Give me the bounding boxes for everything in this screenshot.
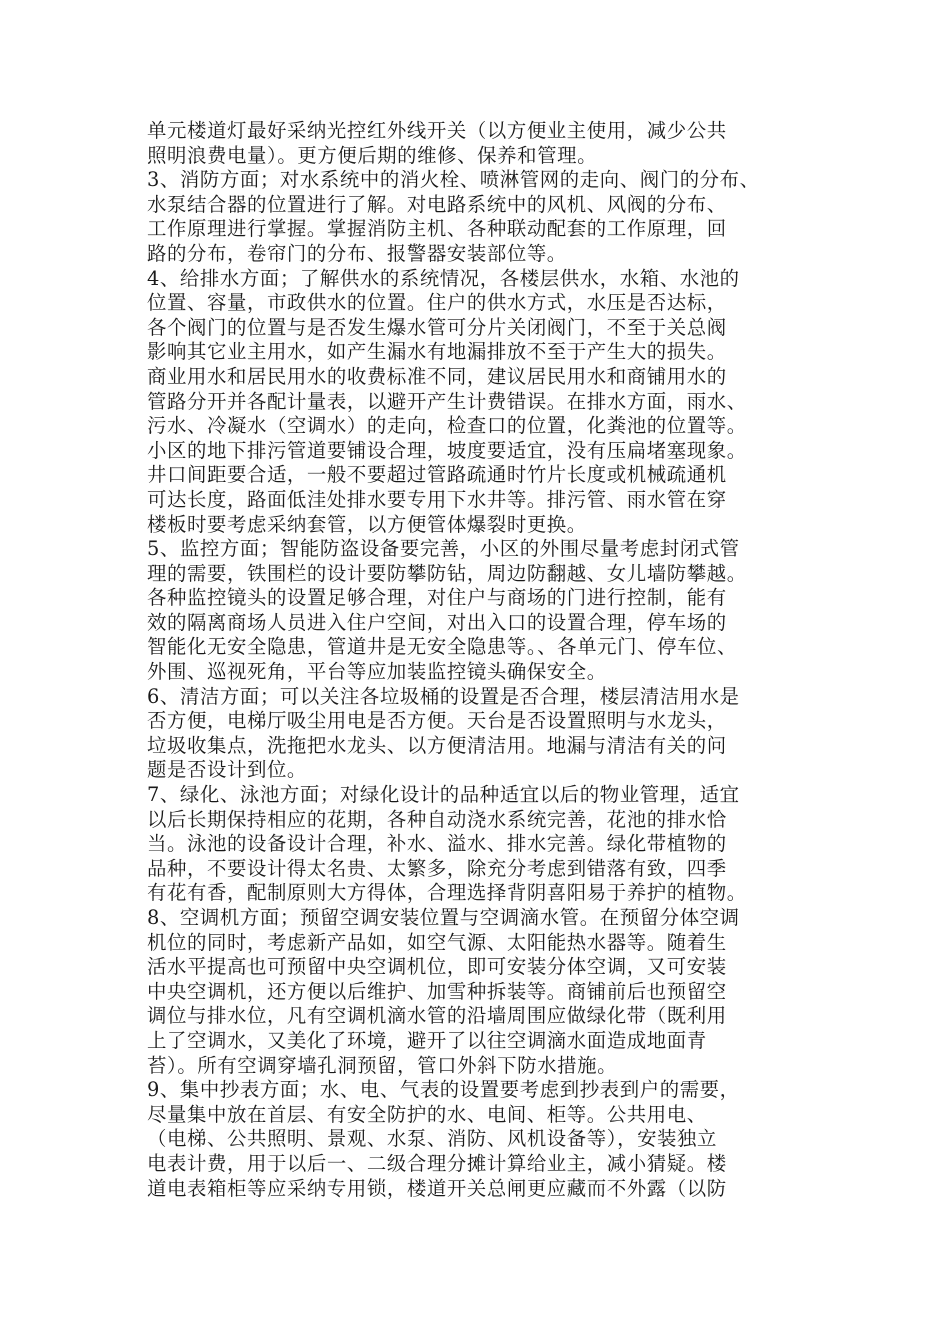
text-line: 电表计费，用于以后一、二级合理分摊计算给业主，减小猜疑。楼: [147, 1151, 727, 1175]
text-line: 污水、冷凝水（空调水）的走向，检查口的位置，化粪池的位置等。: [147, 414, 747, 438]
text-line: （电梯、公共照明、景观、水泵、消防、风机设备等），安装独立: [147, 1127, 718, 1151]
text-line: 井口间距要合适，一般不要超过管路疏通时竹片长度或机械疏通机: [147, 463, 727, 487]
text-line: 以后长期保持相应的花期，各种自动浇水系统完善，花池的排水恰: [147, 807, 727, 831]
text-line: 路的分布，卷帘门的分布、报警器安装部位等。: [147, 241, 567, 265]
text-line: 品种，不要设计得太名贵、太繁多，除充分考虑到错落有致，四季: [147, 856, 727, 880]
text-line: 商业用水和居民用水的收费标准不同，建议居民用水和商铺用水的: [147, 364, 727, 388]
text-line: 智能化无安全隐患，管道井是无安全隐患等。、各单元门、停车位、: [147, 635, 738, 659]
text-line: 调位与排水位，凡有空调机滴水管的沿墙周围应做绿化带（既利用: [147, 1004, 727, 1028]
document-body: [147, 119, 817, 1201]
text-line: 楼板时要考虑采纳套管，以方便管体爆裂时更换。: [147, 512, 587, 536]
text-line: 管路分开并各配计量表，以避开产生计费错误。在排水方面，雨水、: [147, 389, 747, 413]
text-line: 单元楼道灯最好采纳光控红外线开关（以方便业主使用，减少公共: [147, 119, 727, 142]
text-line: 垃圾收集点，洗拖把水龙头、以方便清洁用。地漏与清洁有关的问: [147, 733, 727, 757]
text-line: 上了空调水，又美化了环境，避开了以往空调滴水面造成地面青: [147, 1028, 707, 1052]
text-line: 照明浪费电量）。更方便后期的维修、保养和管理。: [147, 143, 598, 167]
text-line: 中央空调机，还方便以后维护、加雪种拆装等。商铺前后也预留空: [147, 979, 727, 1003]
text-line: 当。泳池的设备设计合理，补水、溢水、排水完善。绿化带植物的: [147, 832, 727, 856]
text-line: 6、清洁方面；可以关注各垃圾桶的设置是否合理，楼层清洁用水是: [147, 684, 740, 708]
text-line: 各种监控镜头的设置足够合理，对住户与商场的门进行控制，能有: [147, 586, 727, 610]
text-line: 效的隔离商场人员进入住户空间，对出入口的设置合理，停车场的: [147, 610, 727, 634]
text-line: 活水平提高也可预留中央空调机位，即可安装分体空调，又可安装: [147, 955, 727, 979]
text-line: 否方便，电梯厅吸尘用电是否方便。天台是否设置照明与水龙头，: [147, 709, 727, 733]
text-line: 机位的同时，考虑新产品如，如空气源、太阳能热水器等。随着生: [147, 930, 727, 954]
text-line: 9、集中抄表方面；水、电、气表的设置要考虑到抄表到户的需要，: [147, 1078, 740, 1102]
text-line: 理的需要，铁围栏的设计要防攀防钻，周边防翻越、女儿墙防攀越。: [147, 561, 747, 585]
text-line: 外围、巡视死角，平台等应加装监控镜头确保安全。: [147, 660, 607, 684]
text-line: 可达长度，路面低洼处排水要专用下水井等。排污管、雨水管在穿: [147, 487, 727, 511]
text-line: 道电表箱柜等应采纳专用锁，楼道开关总闸更应藏而不外露（以防: [147, 1176, 727, 1200]
text-line: 影响其它业主用水，如产生漏水有地漏排放不至于产生大的损失。: [147, 340, 727, 364]
text-line: 4、给排水方面；了解供水的系统情况，各楼层供水，水箱、水池的: [147, 266, 740, 290]
text-line: 7、绿化、泳池方面；对绿化设计的品种适宜以后的物业管理，适宜: [147, 783, 740, 807]
text-line: 位置、容量，市政供水的位置。住户的供水方式，水压是否达标，: [147, 291, 727, 315]
text-line: 尽量集中放在首层、有安全防护的水、电间、柜等。公共用电、: [147, 1102, 707, 1126]
text-line: 3、消防方面；对水系统中的消火栓、喷淋管网的走向、阀门的分布、: [147, 168, 760, 192]
text-line: 5、监控方面；智能防盗设备要完善，小区的外围尽量考虑封闭式管: [147, 537, 740, 561]
text-line: 8、空调机方面；预留空调安装位置与空调滴水管。在预留分体空调: [147, 906, 740, 929]
text-line: 工作原理进行掌握。掌握消防主机、各种联动配套的工作原理，回: [147, 217, 727, 241]
text-line: 各个阀门的位置与是否发生爆水管可分片关闭阀门，不至于关总阀: [147, 315, 727, 339]
text-line: 有花有香，配制原则大方得体，合理选择背阴喜阳易于养护的植物。: [147, 881, 747, 905]
text-line: 苔）。所有空调穿墙孔洞预留，管口外斜下防水措施。: [147, 1053, 618, 1077]
text-line: 小区的地下排污管道要铺设合理，坡度要适宜，没有压扁堵塞现象。: [147, 438, 747, 462]
text-line: 题是否设计到位。: [147, 758, 307, 782]
text-line: 水泵结合器的位置进行了解。对电路系统中的风机、风阀的分布、: [147, 192, 727, 216]
